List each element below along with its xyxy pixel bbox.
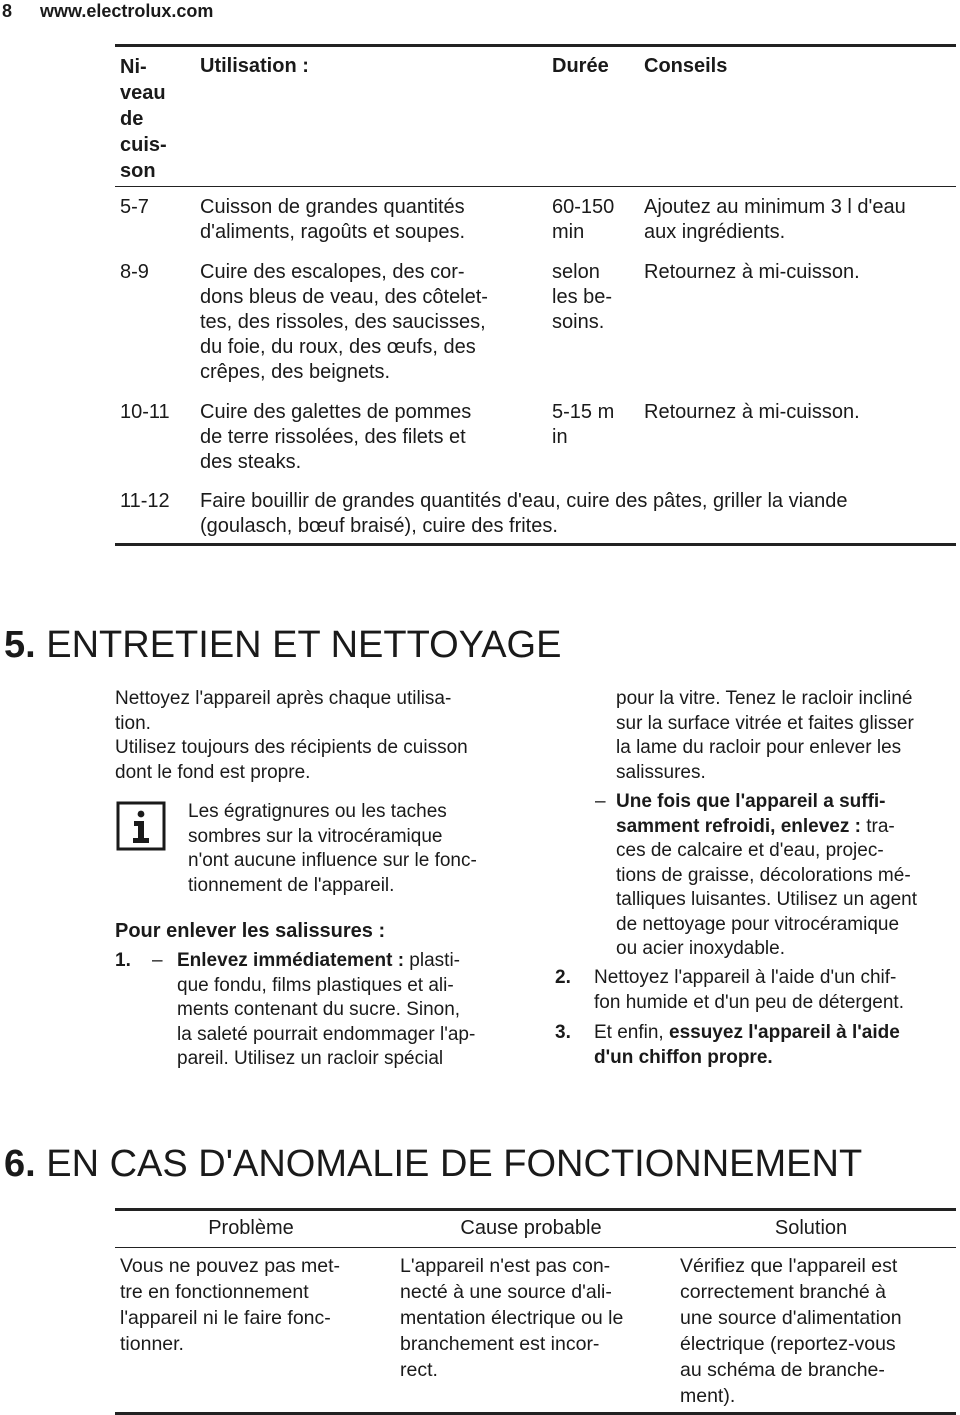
col-header-tips: Conseils: [644, 55, 728, 77]
row4-level: 11-12: [120, 490, 170, 512]
cause-cell: L'appareil n'est pas con- necté à une source d'ali- mentation électrique ou le branchement est incor- rect.: [400, 1255, 624, 1381]
troubleshooting-table: [115, 1208, 956, 1415]
row3-tips: Retournez à mi-cuisson.: [644, 401, 860, 423]
intro-paragraph-1: Nettoyez l'appareil après chaque utilisa- tion.: [115, 688, 452, 734]
step-1-number: 1.: [115, 950, 131, 971]
step-1-first-rest: plasti-: [404, 950, 460, 971]
row2-use: Cuire des escalopes, des cor- dons bleus de veau, des côtelet- tes, des rissoles, des saucisses, du foie, du roux, des œufs, des crêpes, des beignets.: [200, 261, 488, 383]
page-number: 8: [2, 1, 13, 21]
step-3-plain: Et enfin,: [594, 1022, 669, 1043]
section-5-title: ENTRETIEN ET NETTOYAGE: [46, 624, 562, 666]
step-1b-second-line: [616, 815, 956, 840]
info-note: Les égratignures ou les taches sombres sur la vitrocéramique n'ont aucune influence sur le fonc- tionnement de l'appareil.: [188, 801, 477, 896]
step-1b-dash: –: [595, 791, 606, 812]
step-3-bold-1: essuyez l'appareil à l'aide: [669, 1022, 900, 1043]
header-url: www.electrolux.com: [40, 1, 214, 21]
col-header-level: Ni- veau de cuis- son: [120, 56, 167, 182]
row4-use: Faire bouillir de grandes quantités d'eau, cuire des pâtes, griller la viande (goulasch, bœuf braisé), cuire des frites.: [200, 490, 848, 537]
row2-duration: selon les be- soins.: [552, 261, 613, 333]
step-1b-bold-line-2: samment refroidi, enlevez :: [616, 815, 861, 837]
section-5-heading: [4, 623, 561, 667]
col-header-use: Utilisation :: [200, 55, 309, 77]
row3-duration: 5-15 m in: [552, 401, 615, 448]
col-header-cause: Cause probable: [460, 1217, 602, 1239]
step-1-continued: pour la vitre. Tenez le racloir incliné sur la surface vitrée et faites glisser la lame du racloir pour enlever les salissures.: [616, 688, 914, 783]
row3-level: 10-11: [120, 401, 170, 423]
step-2-text: Nettoyez l'appareil à l'aide d'un chif- fon humide et d'un peu de détergent.: [594, 967, 904, 1013]
step-1-first-line: [177, 949, 517, 974]
row1-level: 5-7: [120, 196, 149, 218]
step-1-dash: –: [152, 950, 163, 971]
table-header-divider: [115, 186, 956, 187]
section-6-heading: [4, 1142, 862, 1186]
section-6-title: EN CAS D'ANOMALIE DE FONCTIONNEMENT: [46, 1143, 863, 1185]
row1-use: Cuisson de grandes quantités d'aliments, ragoûts et soupes.: [200, 196, 466, 243]
cleaning-subheading: Pour enlever les salissures :: [115, 920, 386, 942]
intro-paragraph-2: Utilisez toujours des récipients de cuisson dont le fond est propre.: [115, 737, 468, 783]
row3-use: Cuire des galettes de pommes de terre rissolées, des filets et des steaks.: [200, 401, 472, 473]
row1-tips: Ajoutez au minimum 3 l d'eau aux ingrédients.: [644, 196, 906, 243]
solution-cell: Vérifiez que l'appareil est correctement branché à une source d'alimentation électrique (reportez-vous au schéma de branche- ment).: [680, 1255, 902, 1407]
step-2-number: 2.: [555, 967, 571, 988]
step-1b-text: ces de calcaire et d'eau, projec- tions de graisse, décolorations mé- talliques luisantes. Utilisez un agent de nettoyage pour vitrocéramique ou acier inoxydable.: [616, 840, 918, 959]
col-header-duration: Durée: [552, 55, 609, 77]
section-6-number: 6.: [4, 1143, 36, 1185]
step-1b-second-rest: tra-: [860, 815, 895, 837]
row1-duration: 60-150 min: [552, 196, 615, 243]
table-header-divider: [115, 1247, 956, 1248]
step-3-line-1: [594, 1021, 954, 1046]
step-1-text: que fondu, films plastiques et ali- ments contenant du sucre. Sinon, la saleté pourrait endommager l'ap- pareil. Utilisez un racloir spécial: [177, 974, 476, 1069]
cooking-level-table: [115, 44, 956, 546]
section-5-number: 5.: [4, 624, 36, 666]
col-header-solution: Solution: [774, 1217, 848, 1239]
problem-cell: Vous ne pouvez pas met- tre en fonctionnement l'appareil ni le faire fonc- tionner.: [120, 1255, 341, 1355]
col-header-problem: Problème: [208, 1217, 294, 1239]
step-1b-bold-line-1: Une fois que l'appareil a suffi-: [616, 791, 886, 812]
step-3-bold-2: d'un chiffon propre.: [594, 1046, 773, 1068]
row2-level: 8-9: [120, 261, 149, 283]
row2-tips: Retournez à mi-cuisson.: [644, 261, 860, 283]
step-3-number: 3.: [555, 1022, 571, 1043]
info-icon: [116, 801, 166, 851]
step-1-bold: Enlevez immédiatement :: [177, 950, 405, 971]
